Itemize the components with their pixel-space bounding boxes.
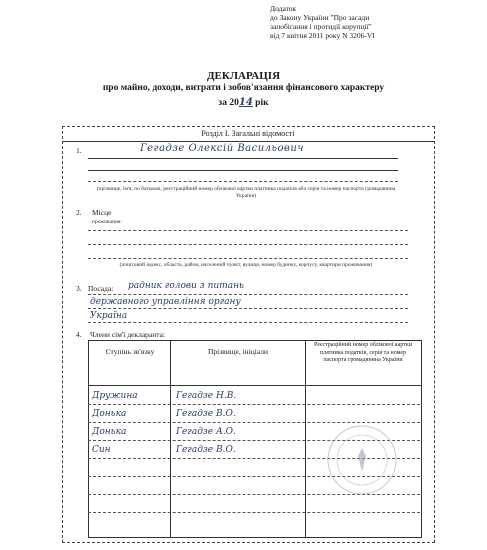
item2-label: Місце xyxy=(92,208,112,217)
table-col-divider-1 xyxy=(170,340,171,537)
item2-rule-3 xyxy=(88,258,408,259)
item2-number: 2. xyxy=(76,208,82,217)
item2-rule-1 xyxy=(88,230,408,231)
item3-rule-3 xyxy=(88,322,408,323)
year-suffix: рік xyxy=(255,98,269,108)
official-stamp-icon xyxy=(322,420,402,500)
declaration-year xyxy=(0,97,487,108)
row3-name[interactable]: Гегадзе А.О. xyxy=(176,427,236,437)
appendix-line-2: до Закону України "Про засади xyxy=(270,13,370,22)
table-header-name: Прізвище, ініціали xyxy=(207,347,269,356)
item3-label: Посада: xyxy=(88,284,114,293)
row2-relation[interactable]: Донька xyxy=(92,409,127,419)
item2-rule-2 xyxy=(88,244,408,245)
item3-rule-2 xyxy=(88,308,408,309)
item3-position-line1[interactable]: радник голови з питань xyxy=(128,281,244,291)
table-header-id: Реєстраційний номер облікової картки платника податків, серія та номер паспорта громадянина України xyxy=(313,342,413,363)
item4-number: 4. xyxy=(76,330,82,339)
item1-rule-2 xyxy=(88,170,398,171)
item1-rule-3 xyxy=(88,181,398,182)
appendix-line-1: Додаток xyxy=(270,4,297,13)
section1-header: Розділ I. Загальні відомості xyxy=(201,129,295,138)
row2-name[interactable]: Гегадзе В.О. xyxy=(176,409,236,419)
item2-caption: (поштовий індекс, область, район, населений пункт, вулиця, номер будинку, корпусу, квартири проживання) xyxy=(119,262,373,268)
item1-name-handwritten[interactable]: Гегадзе Олексій Васильович xyxy=(140,143,304,154)
item4-label: Члени сім'ї декларанта: xyxy=(90,330,166,339)
table-row-rule xyxy=(88,512,420,513)
appendix-line-3: запобігання і протидії корупції" xyxy=(270,22,372,31)
item3-number: 3. xyxy=(76,284,82,293)
row3-relation[interactable]: Донька xyxy=(92,427,127,437)
item1-caption: (прізвище, ім'я, по батькові, реєстраційний номер облікової картки платника податків або серія та номер паспорта громадянина України) xyxy=(96,186,396,199)
table-header-relation: Ступінь зв'язку xyxy=(105,347,155,356)
item1-number: 1. xyxy=(76,146,82,155)
item2-label-2: проживання: xyxy=(92,219,122,225)
row4-name[interactable]: Гегадзе В.О. xyxy=(176,445,236,455)
item3-position-line3[interactable]: Україна xyxy=(90,311,128,321)
table-col-divider-2 xyxy=(305,340,306,537)
item3-rule-1 xyxy=(88,294,408,295)
declaration-title: ДЕКЛАРАЦІЯ xyxy=(206,70,281,82)
table-row-rule xyxy=(88,404,420,405)
item3-position-line2[interactable]: державного управління органу xyxy=(90,297,241,307)
item1-rule-1 xyxy=(88,158,398,159)
row1-name[interactable]: Гегадзе Н.В. xyxy=(176,391,237,401)
declaration-subtitle: про майно, доходи, витрати і зобов'язання фінансового характеру xyxy=(102,83,385,93)
section-header-rule xyxy=(62,141,434,142)
row1-relation[interactable]: Дружина xyxy=(92,391,138,401)
row4-relation[interactable]: Син xyxy=(92,445,111,455)
appendix-line-4: від 7 квітня 2011 року N 3206-VI xyxy=(270,31,375,40)
year-handwritten: 14 xyxy=(238,97,253,108)
table-header-rule xyxy=(88,385,421,386)
year-prefix: за 20 xyxy=(218,98,239,108)
